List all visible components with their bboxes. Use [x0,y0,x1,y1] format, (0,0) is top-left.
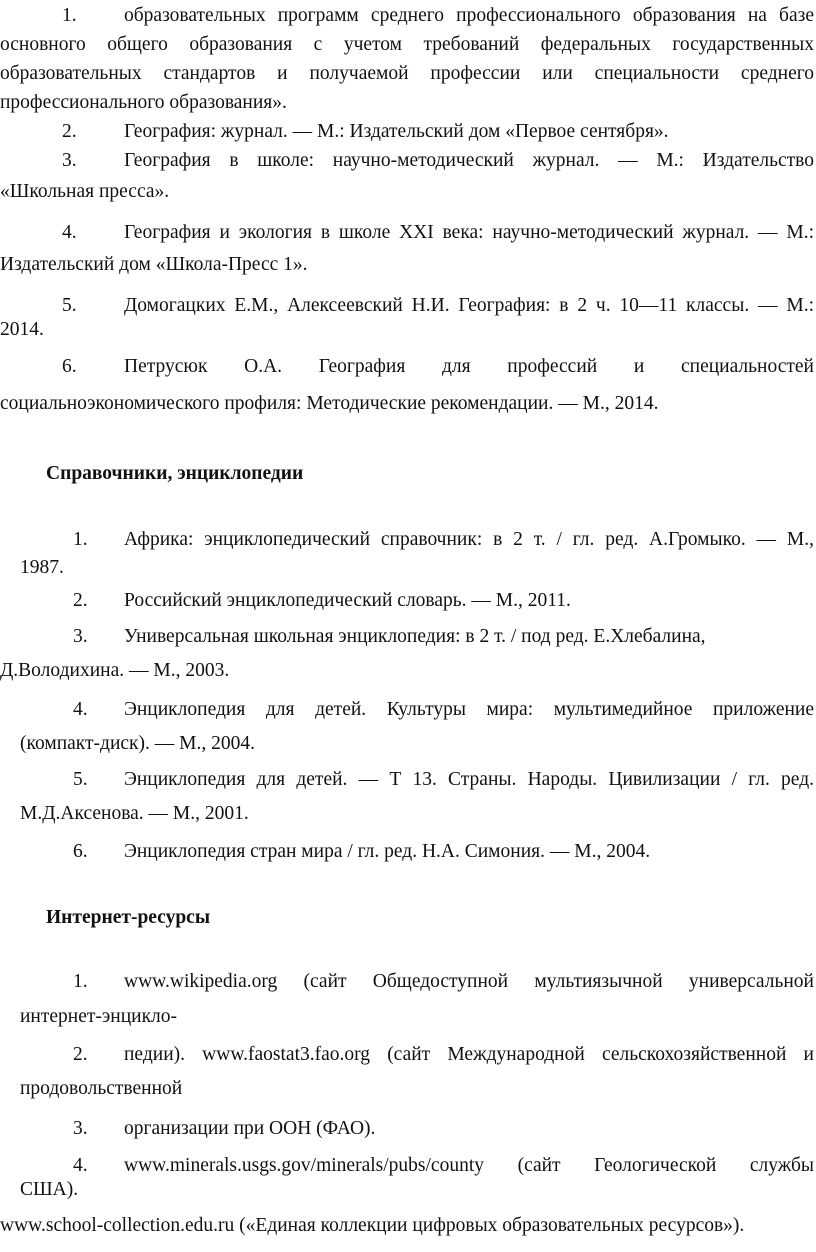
list-text: 1987. [20,557,64,578]
list-text: www.minerals.usgs.gov/minerals/pubs/county (сайт Геологической службы [124,1155,814,1176]
list-text: Российский энциклопедический словарь. — М., 2011. [124,590,571,611]
list-number: 3. [73,1118,88,1139]
list-text: организации при ООН (ФАО). [124,1118,376,1139]
list-text: педии). www.faostat3.fao.org (сайт Международной сельскохозяйственной и [124,1044,814,1065]
list-text: М.Д.Аксенова. — М., 2001. [20,803,249,824]
list-text: География: журнал. — М.: Издательский дом «Первое сентября». [124,121,669,142]
section-heading-references: Справочники, энциклопедии [46,463,304,484]
list-text: www.wikipedia.org (сайт Общедоступной мультиязычной универсальной [124,971,814,992]
list-number: 5. [73,769,88,790]
list-text: География и экология в школе XXI века: научно-методический журнал. — М.: [124,222,814,243]
final-resource-line: www.school-collection.edu.ru («Единая коллекции цифровых образовательных ресурсов»). [0,1215,745,1236]
list-number: 4. [73,1155,88,1176]
list-number: 2. [73,1044,88,1065]
list-text: продовольственной [20,1078,183,1099]
list-text: Энциклопедия для детей. Культуры мира: мультимедийное приложение [124,699,814,720]
list-text: География в школе: научно-методический журнал. — М.: Издательство [124,150,814,171]
list-number: 4. [73,699,88,720]
list-text: Африка: энциклопедический справочник: в 2 т. / гл. ред. А.Громыко. — М., [124,529,814,550]
list-text: интернет-энцикло- [20,1006,178,1027]
list-text: Энциклопедия для детей. — Т 13. Страны. Народы. Цивилизации / гл. ред. [124,769,814,790]
list-text: профессионального образования». [0,92,287,113]
list-text: «Школьная пресса». [0,181,170,202]
list-text: (компакт-диск). — М., 2004. [20,733,255,754]
list-text: Д.Володихина. — М., 2003. [0,660,230,681]
list-number: 5. [62,295,77,316]
list-text: Универсальная школьная энциклопедия: в 2 т. / под ред. Е.Хлебалина, [124,626,706,647]
list-text: Издательский дом «Школа-Пресс 1». [0,254,308,275]
list-text: США). [20,1179,79,1200]
list-number: 3. [73,626,88,647]
list-number: 3. [62,150,77,171]
section-heading-internet: Интернет-ресурсы [46,907,211,928]
list-number: 2. [73,590,88,611]
list-text: основного общего образования с учетом требований федеральных государственных [0,34,814,55]
list-text: Энциклопедия стран мира / гл. ред. Н.А. Симония. — М., 2004. [124,841,651,862]
list-number: 1. [62,5,77,26]
list-text: 2014. [0,319,44,340]
list-text: Домогацких Е.М., Алексеевский Н.И. География: в 2 ч. 10—11 классы. — М.: [124,295,814,316]
list-text: Петрусюк О.А. География для профессий и специальностей [124,356,814,377]
list-text: образовательных программ среднего профессионального образования на базе [124,5,814,26]
list-number: 6. [73,841,88,862]
list-text: образовательных стандартов и получаемой профессии или специальности среднего [0,63,814,84]
list-number: 6. [62,356,77,377]
list-number: 1. [73,529,88,550]
list-number: 2. [62,121,77,142]
list-number: 1. [73,971,88,992]
list-number: 4. [62,222,77,243]
list-text: социальноэкономического профиля: Методические рекомендации. — М., 2014. [0,393,659,414]
